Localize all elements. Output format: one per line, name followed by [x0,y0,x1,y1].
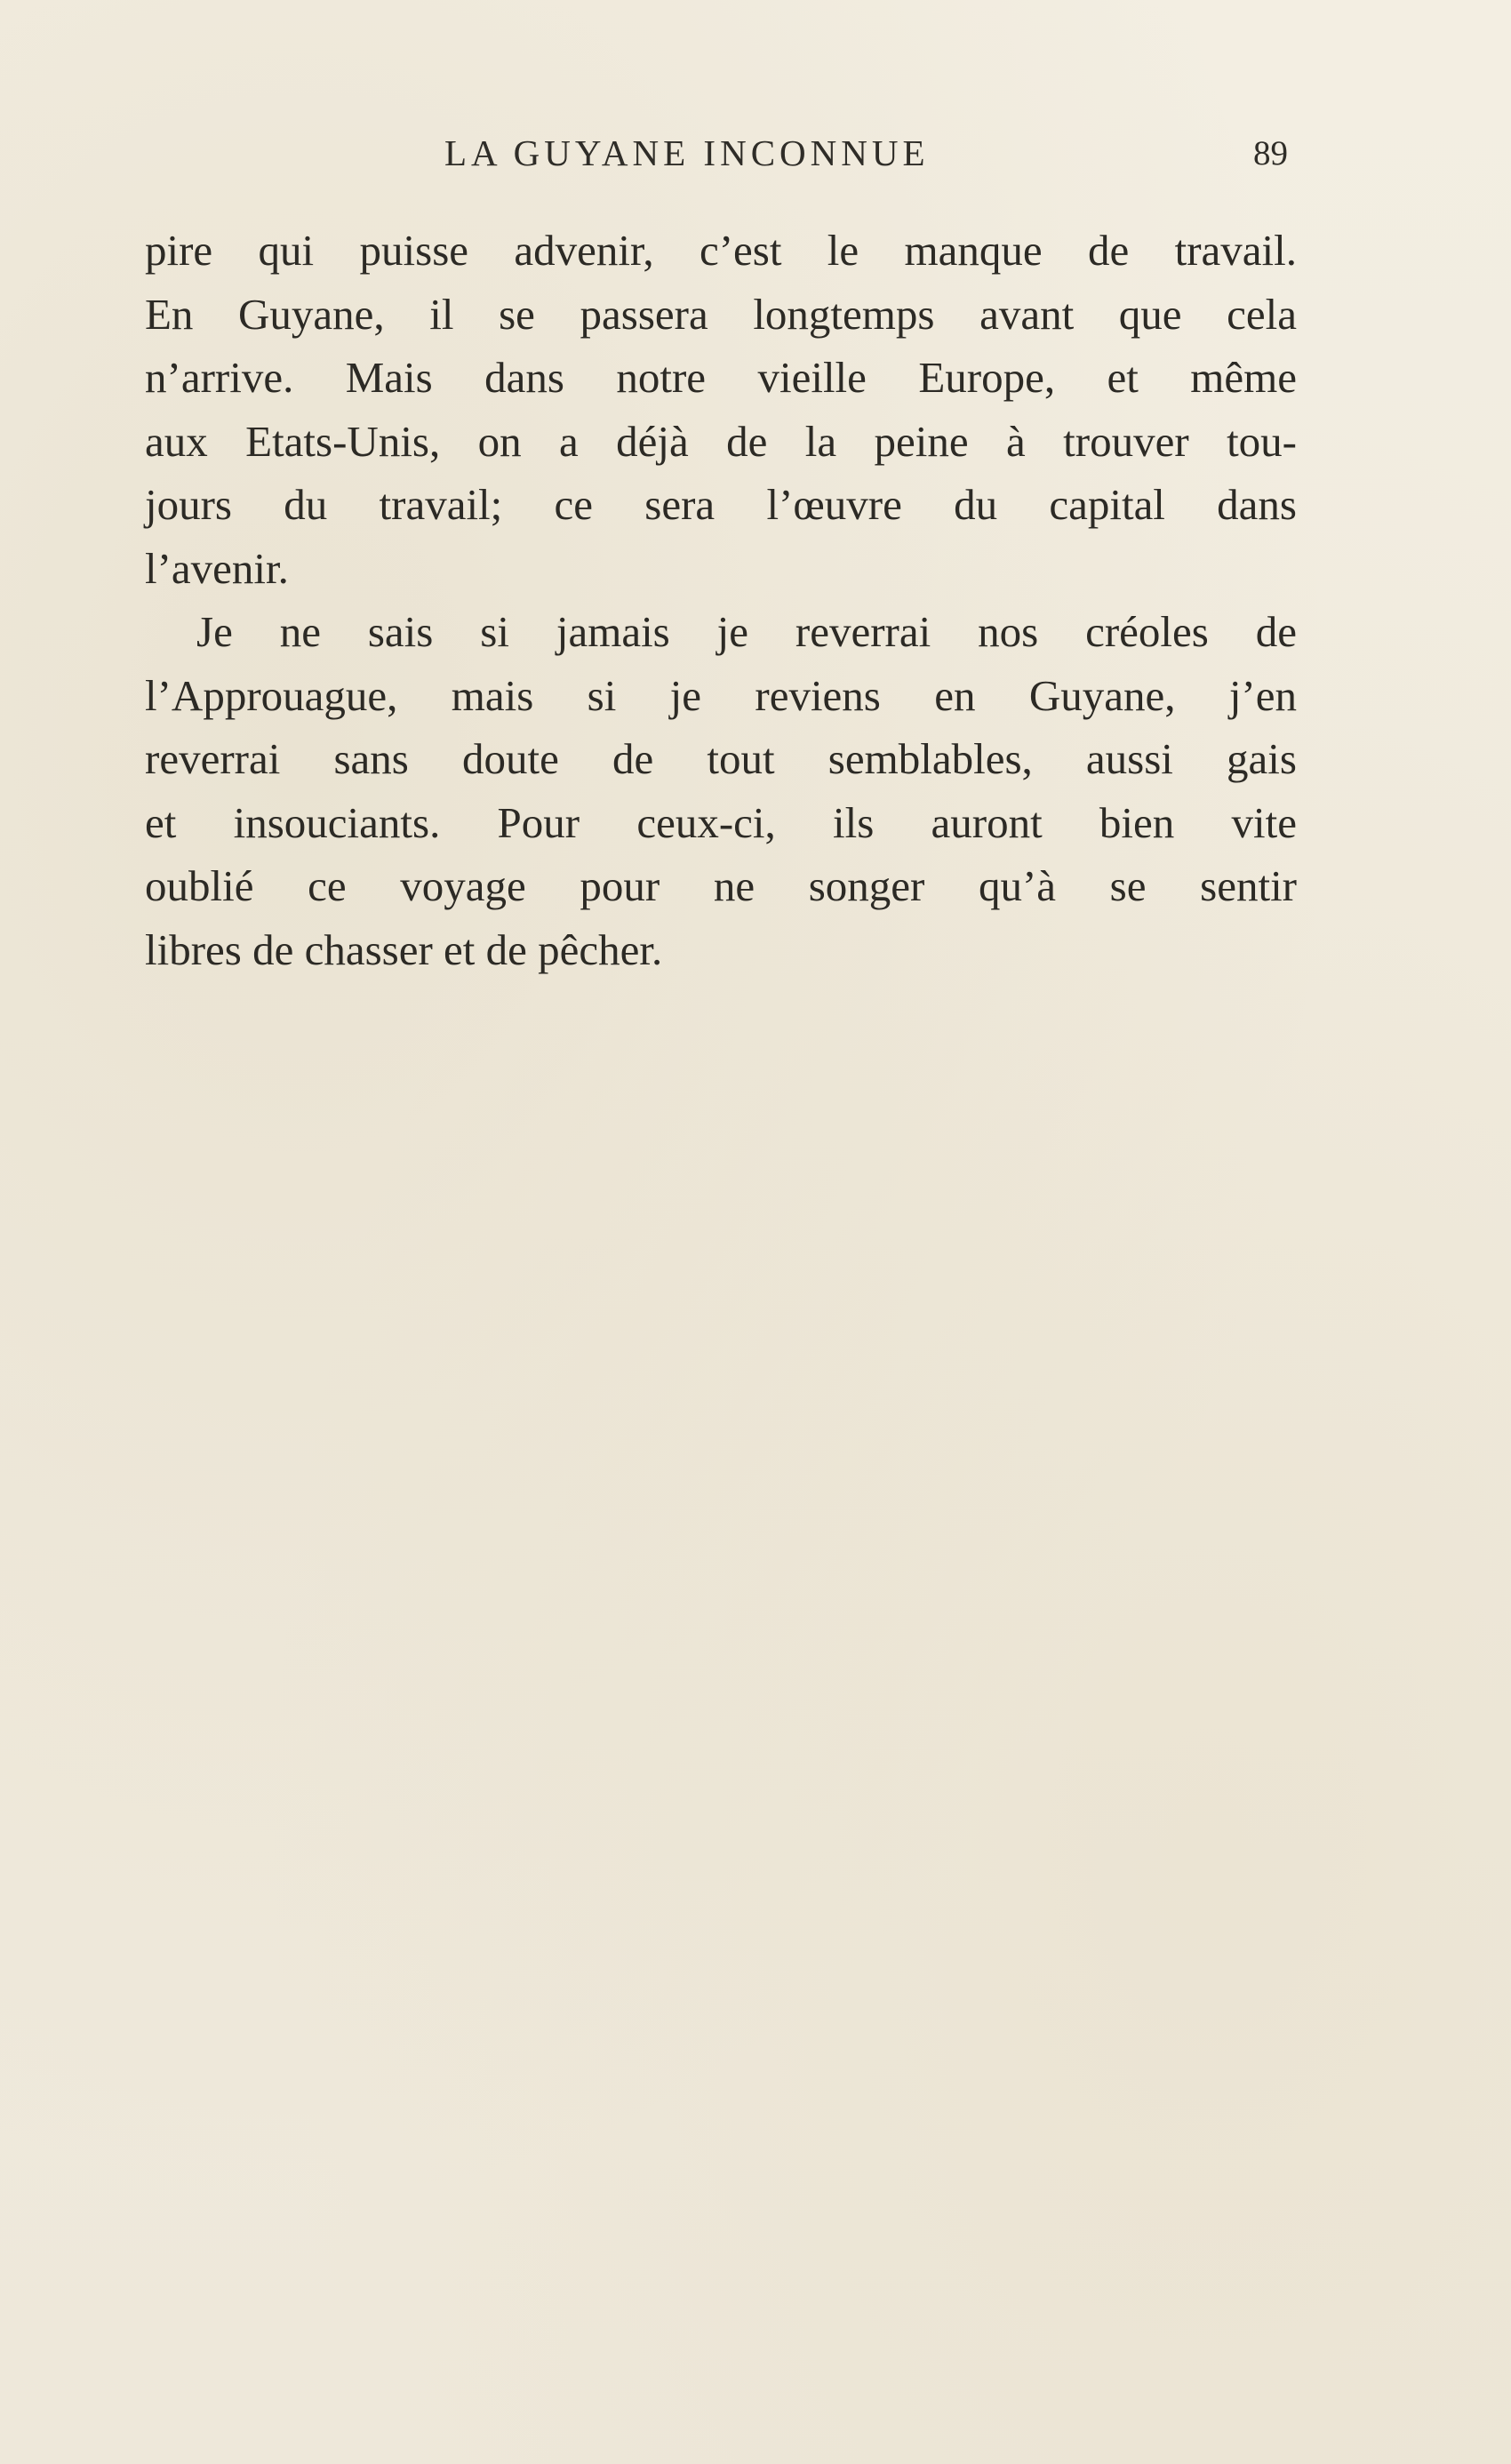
text-line: libres de chasser et de pêcher. [145,924,663,974]
paragraph-1 [145,219,1297,600]
body-text [145,219,1297,981]
text-line: En Guyane, il se passera longtemps avant que cela [145,289,1297,339]
page-number: 89 [1253,134,1288,172]
text-line: oublié ce voyage pour ne songer qu’à se sentir [145,861,1297,910]
running-title: LA GUYANE INCONNUE [444,132,930,173]
text-line: pire qui puisse advenir, c’est le manque de travail. [145,226,1297,275]
text-line: aux Etats-Unis, on a déjà de la peine à trouver tou- [145,416,1297,466]
text-line: jours du travail; ce sera l’œuvre du capital dans [145,480,1297,529]
text-line: Je ne sais si jamais je reverrai nos créoles de [196,607,1297,656]
paragraph-2 [145,600,1297,981]
text-line: reverrai sans doute de tout semblables, aussi gais [145,734,1297,783]
text-line: l’avenir. [145,543,289,593]
text-line: n’arrive. Mais dans notre vieille Europe, et même [145,353,1297,402]
text-line: l’Approuague, mais si je reviens en Guyane, j’en [145,670,1297,720]
text-line: et insouciants. Pour ceux-ci, ils auront bien vite [145,797,1297,847]
